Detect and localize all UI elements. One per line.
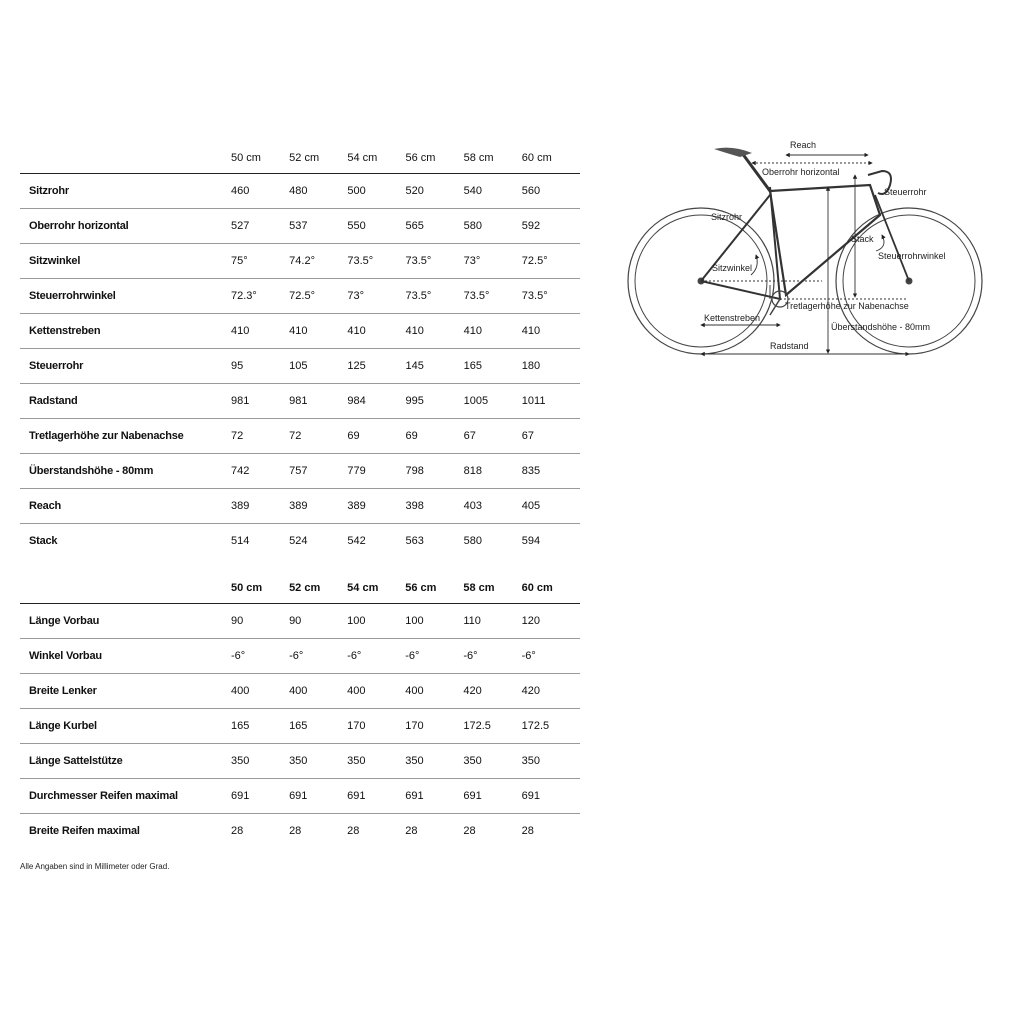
cell-value: 420 bbox=[522, 674, 580, 709]
diagram-label-stack: Stack bbox=[851, 234, 874, 244]
cell-value: 389 bbox=[347, 489, 405, 524]
cell-value: 67 bbox=[464, 419, 522, 454]
cell-value: 350 bbox=[289, 744, 347, 779]
cell-value: 28 bbox=[463, 825, 476, 837]
table-row bbox=[20, 674, 580, 709]
header-empty-cell bbox=[20, 142, 231, 174]
table-row bbox=[20, 174, 580, 209]
row-label: Reach bbox=[20, 489, 231, 524]
size-header: 50 cm bbox=[231, 572, 289, 604]
components-table bbox=[20, 572, 580, 848]
table-row bbox=[20, 744, 580, 779]
cell-value: 170 bbox=[347, 709, 405, 744]
cell-value: 560 bbox=[522, 174, 580, 209]
cell-value: 981 bbox=[289, 384, 347, 419]
size-header: 60 cm bbox=[522, 572, 580, 604]
cell-value: 73° bbox=[347, 279, 405, 314]
footnote: Alle Angaben sind in Millimeter oder Grad. bbox=[20, 862, 170, 871]
cell-value: 73.5° bbox=[405, 279, 463, 314]
cell-value: 995 bbox=[405, 384, 463, 419]
size-header: 56 cm bbox=[405, 142, 463, 174]
cell-value: 500 bbox=[347, 174, 405, 209]
table-row bbox=[20, 209, 580, 244]
diagram-label-ueberstand: Überstandshöhe - 80mm bbox=[831, 322, 931, 332]
cell-value: 410 bbox=[289, 314, 347, 349]
row-label: Steuerrohr bbox=[20, 349, 231, 384]
table-row bbox=[20, 244, 580, 279]
cell-value: 75° bbox=[231, 244, 289, 279]
table-row bbox=[20, 279, 580, 314]
table-row bbox=[20, 709, 580, 744]
diagram-label-steuerrohr: Steuerrohr bbox=[884, 187, 927, 197]
cell-value: 165 bbox=[289, 709, 347, 744]
table-row bbox=[20, 454, 580, 489]
cell-value: 74.2° bbox=[289, 244, 347, 279]
cell-value: 594 bbox=[521, 535, 541, 547]
cell-value: 28 bbox=[521, 825, 534, 837]
cell-value: 350 bbox=[463, 744, 521, 779]
cell-value: 540 bbox=[464, 174, 522, 209]
cell-value: 420 bbox=[463, 674, 521, 709]
cell-value: 389 bbox=[231, 489, 289, 524]
cell-value: 691 bbox=[405, 779, 463, 814]
cell-value: 180 bbox=[522, 349, 580, 384]
cell-value: 798 bbox=[405, 454, 463, 489]
cell-value: 120 bbox=[522, 604, 580, 639]
cell-value: 389 bbox=[289, 489, 347, 524]
cell-value: 398 bbox=[405, 489, 463, 524]
cell-value: 981 bbox=[231, 384, 289, 419]
size-header: 56 cm bbox=[405, 572, 463, 604]
diagram-label-sitzwinkel: Sitzwinkel bbox=[712, 263, 753, 273]
cell-value: 100 bbox=[405, 604, 463, 639]
cell-value: 410 bbox=[405, 314, 463, 349]
cell-value: 410 bbox=[464, 314, 522, 349]
cell-value: 73.5° bbox=[347, 244, 405, 279]
cell-value: 592 bbox=[522, 209, 580, 244]
cell-value: 28 bbox=[405, 825, 418, 837]
size-header: 52 cm bbox=[289, 142, 347, 174]
components-header-row bbox=[20, 572, 580, 604]
row-label: Länge Sattelstütze bbox=[20, 744, 231, 779]
diagram-label-radstand: Radstand bbox=[770, 341, 809, 351]
table-row bbox=[20, 349, 580, 384]
cell-value: 691 bbox=[522, 779, 580, 814]
row-label: Kettenstreben bbox=[20, 314, 231, 349]
cell-value: 405 bbox=[522, 489, 580, 524]
cell-value: 400 bbox=[289, 674, 347, 709]
table-row bbox=[20, 639, 580, 674]
size-header: 50 cm bbox=[231, 142, 289, 174]
table-row bbox=[20, 489, 580, 524]
header-empty-cell bbox=[20, 572, 231, 604]
cell-value: 410 bbox=[231, 314, 289, 349]
cell-value: 95 bbox=[231, 349, 289, 384]
cell-value: 69 bbox=[405, 419, 463, 454]
cell-value: 403 bbox=[464, 489, 522, 524]
cell-value: 580 bbox=[463, 535, 482, 547]
diagram-label-kettenstreben: Kettenstreben bbox=[704, 313, 761, 323]
cell-value: 565 bbox=[405, 209, 463, 244]
diagram-label-tretlager: Tretlagerhöhe zur Nabenachse bbox=[785, 301, 909, 311]
cell-value: 835 bbox=[522, 454, 580, 489]
cell-value: 73.5° bbox=[464, 279, 522, 314]
cell-value: 984 bbox=[347, 384, 405, 419]
cell-value: 350 bbox=[522, 744, 580, 779]
cell-value: 90 bbox=[231, 604, 289, 639]
size-header: 52 cm bbox=[289, 572, 347, 604]
cell-value: 90 bbox=[289, 604, 347, 639]
cell-value: 145 bbox=[405, 349, 463, 384]
size-header: 54 cm bbox=[347, 572, 405, 604]
cell-value: 691 bbox=[463, 779, 521, 814]
row-label: Winkel Vorbau bbox=[20, 639, 231, 674]
bike-geometry-diagram bbox=[622, 135, 984, 367]
cell-value: 73.5° bbox=[522, 279, 580, 314]
diagram-label-oberrohr: Oberrohr horizontal bbox=[762, 167, 840, 177]
diagram-label-reach: Reach bbox=[790, 140, 817, 150]
cell-value: 28 bbox=[289, 825, 302, 837]
cell-value: 514 bbox=[231, 535, 250, 547]
size-header: 58 cm bbox=[463, 572, 521, 604]
cell-value: 818 bbox=[464, 454, 522, 489]
geometry-table bbox=[20, 142, 580, 558]
table-row bbox=[20, 384, 580, 419]
table-row bbox=[20, 419, 580, 454]
cell-value: 105 bbox=[289, 349, 347, 384]
cell-value: 350 bbox=[347, 744, 405, 779]
cell-value: 1005 bbox=[464, 384, 522, 419]
row-label: Oberrohr horizontal bbox=[20, 209, 231, 244]
cell-value: 550 bbox=[347, 209, 405, 244]
row-label: Länge Vorbau bbox=[20, 604, 231, 639]
cell-value: 580 bbox=[464, 209, 522, 244]
cell-value: 691 bbox=[231, 779, 289, 814]
cell-value: 165 bbox=[464, 349, 522, 384]
row-label: Breite Reifen maximal bbox=[29, 825, 140, 837]
cell-value: 757 bbox=[289, 454, 347, 489]
table-row bbox=[20, 814, 580, 849]
cell-value: 67 bbox=[522, 419, 580, 454]
cell-value: 691 bbox=[347, 779, 405, 814]
table-row bbox=[20, 314, 580, 349]
cell-value: 170 bbox=[405, 709, 463, 744]
cell-value: 1011 bbox=[522, 384, 580, 419]
cell-value: 72 bbox=[231, 419, 289, 454]
row-label: Durchmesser Reifen maximal bbox=[20, 779, 231, 814]
cell-value: 527 bbox=[231, 209, 289, 244]
cell-value: 691 bbox=[289, 779, 347, 814]
diagram-label-steuerrohrwinkel: Steuerrohrwinkel bbox=[878, 251, 946, 261]
row-label: Radstand bbox=[20, 384, 231, 419]
cell-value: 537 bbox=[289, 209, 347, 244]
row-label: Steuerrohrwinkel bbox=[20, 279, 231, 314]
cell-value: 28 bbox=[347, 825, 360, 837]
cell-value: 400 bbox=[347, 674, 405, 709]
cell-value: 72 bbox=[289, 419, 347, 454]
row-label: Sitzrohr bbox=[20, 174, 231, 209]
row-label: Überstandshöhe - 80mm bbox=[20, 454, 231, 489]
cell-value: 125 bbox=[347, 349, 405, 384]
row-label: Stack bbox=[29, 535, 58, 547]
cell-value: 72.5° bbox=[522, 244, 580, 279]
cell-value: 350 bbox=[405, 744, 463, 779]
cell-value: 410 bbox=[347, 314, 405, 349]
row-label: Breite Lenker bbox=[20, 674, 231, 709]
cell-value: 172.5 bbox=[463, 709, 521, 744]
diagram-label-sitzrohr: Sitzrohr bbox=[711, 212, 743, 222]
cell-value: 779 bbox=[347, 454, 405, 489]
cell-value: 410 bbox=[522, 314, 580, 349]
size-header: 60 cm bbox=[522, 142, 580, 174]
row-label: Länge Kurbel bbox=[20, 709, 231, 744]
cell-value: -6° bbox=[522, 639, 580, 674]
cell-value: 100 bbox=[347, 604, 405, 639]
cell-value: 563 bbox=[405, 535, 424, 547]
cell-value: 542 bbox=[347, 535, 366, 547]
cell-value: 742 bbox=[231, 454, 289, 489]
saddle-icon bbox=[714, 148, 752, 157]
cell-value: 110 bbox=[463, 604, 521, 639]
cell-value: 72.3° bbox=[231, 279, 289, 314]
cell-value: -6° bbox=[405, 639, 463, 674]
cell-value: 400 bbox=[231, 674, 289, 709]
row-label: Tretlagerhöhe zur Nabenachse bbox=[20, 419, 231, 454]
cell-value: -6° bbox=[347, 639, 405, 674]
cell-value: 460 bbox=[231, 174, 289, 209]
cell-value: 524 bbox=[289, 535, 308, 547]
table-row bbox=[20, 604, 580, 639]
cell-value: 69 bbox=[347, 419, 405, 454]
cell-value: 350 bbox=[231, 744, 289, 779]
geometry-header-row bbox=[20, 142, 580, 174]
cell-value: 165 bbox=[231, 709, 289, 744]
cell-value: 480 bbox=[289, 174, 347, 209]
cell-value: -6° bbox=[231, 639, 289, 674]
size-header: 58 cm bbox=[464, 142, 522, 174]
size-header: 54 cm bbox=[347, 142, 405, 174]
cell-value: 72.5° bbox=[289, 279, 347, 314]
cell-value: 172.5 bbox=[522, 709, 580, 744]
cell-value: 28 bbox=[230, 825, 244, 837]
cell-value: -6° bbox=[289, 639, 347, 674]
cell-value: 73° bbox=[464, 244, 522, 279]
cell-value: -6° bbox=[463, 639, 521, 674]
row-label: Sitzwinkel bbox=[20, 244, 231, 279]
table-row bbox=[20, 779, 580, 814]
table-row bbox=[20, 524, 580, 559]
cell-value: 520 bbox=[405, 174, 463, 209]
cell-value: 400 bbox=[405, 674, 463, 709]
cell-value: 73.5° bbox=[405, 244, 463, 279]
